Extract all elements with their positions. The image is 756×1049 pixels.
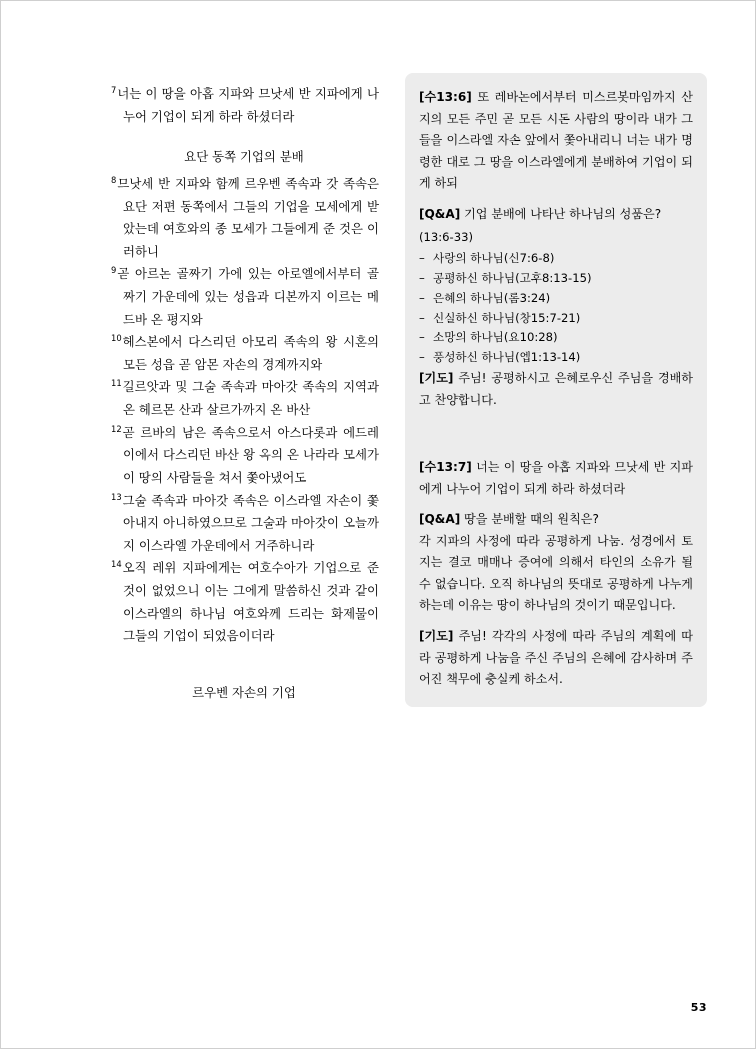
bible-verse xyxy=(109,376,379,421)
list-item-label: 풍성하신 하나님(엡1:13-14) xyxy=(433,350,581,365)
prayer-text: 주님! 각각의 사정에 따라 주님의 계획에 따라 공평하게 나눔을 주신 주님의 은혜에 감사하며 주어진 책무에 충실케 하소서. xyxy=(419,628,693,687)
list-item xyxy=(419,289,693,309)
verse-reference-tag: [수13:6] xyxy=(419,90,472,104)
commentary-note-one xyxy=(405,73,707,707)
dash-icon: – xyxy=(419,310,425,325)
list-item-label: 사랑의 하나님(신7:6-8) xyxy=(433,250,555,265)
bible-verse xyxy=(109,422,379,490)
dash-icon: – xyxy=(419,330,425,345)
list-item-label: 은혜의 하나님(롬3:24) xyxy=(433,290,551,305)
verse-quote-text: 또 레바논에서부터 미스르봇마임까지 산지의 모든 주민 곧 모든 시돈 사람의 땅이라 내가 그들을 이스라엘 자손 앞에서 쫓아내리니 너는 내가 명령한 대로 그 땅을 이스라엘에게 분배하여 기업이 되게 하되 xyxy=(419,90,693,191)
verse-quote xyxy=(419,457,693,500)
verse-text: 곧 르바의 남은 족속으로서 아스다롯과 에드레이에서 다스리던 바산 왕 옥의 온 나라라 모세가 이 땅의 사람들을 쳐서 쫓아냈어도 xyxy=(122,424,379,485)
bible-text-column xyxy=(109,83,379,704)
qa-answer: 각 지파의 사정에 따라 공평하게 나눔. 성경에서 토지는 결코 매매나 증여에 의해서 타인의 소유가 될 수 없습니다. 오직 하나님의 뜻대로 공평하게 나누게 하는데 이유는 땅이 하나님의 것이기 때문입니다. xyxy=(419,533,693,613)
verse-number: 13 xyxy=(111,491,122,502)
dash-icon: – xyxy=(419,290,425,305)
list-item xyxy=(419,309,693,329)
verse-number: 9 xyxy=(111,265,117,276)
verse-text: 므낫세 반 지파와 함께 르우벤 족속과 갓 족속은 요단 저편 동쪽에서 그들의 기업을 모세에게 받았는데 여호와의 종 모세가 그들에게 준 것은 이러하니 xyxy=(117,175,379,259)
verse-text: 헤스본에서 다스리던 아모리 족속의 왕 시혼의 모든 성읍 곧 암몬 자손의 경계까지와 xyxy=(122,334,379,372)
page-number: 53 xyxy=(690,1001,707,1014)
verse-quote-text: 너는 이 땅을 아홉 지파와 므낫세 반 지파에게 나누어 기업이 되게 하라 하셨더라 xyxy=(419,460,693,496)
bible-verse xyxy=(109,263,379,331)
qa-question xyxy=(419,204,693,226)
commentary-column xyxy=(405,73,707,707)
section-heading-bottom: 르우벤 자손의 기업 xyxy=(192,684,296,700)
list-item-label: 공평하신 하나님(고후8:13-15) xyxy=(433,270,592,285)
dash-icon: – xyxy=(419,250,425,265)
verse-number: 11 xyxy=(111,378,122,389)
verse-text: 오직 레위 지파에게는 여호수아가 기업으로 준 것이 없었으니 이는 그에게 말씀하신 것과 같이 이스라엘의 하나님 여호와께 드리는 화제물이 그들의 기업이 되었음이더라 xyxy=(122,560,379,644)
list-item xyxy=(419,348,693,368)
qa-question xyxy=(419,509,693,531)
verse-number: 8 xyxy=(111,174,117,185)
bible-verse xyxy=(109,173,379,263)
qa-question-text: 땅을 분배할 때의 원칙은? xyxy=(464,512,599,527)
verse-number: 10 xyxy=(111,333,122,344)
note-spacer xyxy=(419,411,693,457)
prayer-tag: [기도] xyxy=(419,628,454,643)
verse-quote xyxy=(419,87,693,195)
bible-verse xyxy=(109,83,379,128)
prayer-text: 주님! 공평하시고 은혜로우신 주님을 경배하고 찬양합니다. xyxy=(419,371,693,407)
verse-number: 14 xyxy=(111,559,122,570)
prayer xyxy=(419,626,693,691)
verse-text: 길르앗과 및 그술 족속과 마아갓 족속의 지역과 온 헤르몬 산과 살르가까지 온 바산 xyxy=(122,379,379,418)
verse-text: 너는 이 땅을 아홉 지파와 므낫세 반 지파에게 나누어 기업이 되게 하라 하셨더라 xyxy=(117,86,379,124)
qa-tag: [Q&A] xyxy=(419,512,461,527)
dash-icon: – xyxy=(419,350,425,365)
list-item-label: 소망의 하나님(요10:28) xyxy=(433,330,558,345)
list-item-label: 신실하신 하나님(창15:7-21) xyxy=(433,310,581,325)
list-item xyxy=(419,328,693,348)
prayer-tag: [기도] xyxy=(419,371,454,386)
attribute-list xyxy=(419,249,693,369)
bible-verse xyxy=(109,557,379,647)
list-item xyxy=(419,269,693,289)
qa-question-text: 기업 분배에 나타난 하나님의 성품은? xyxy=(464,206,662,221)
dash-icon: – xyxy=(419,270,425,285)
list-item xyxy=(419,249,693,269)
verse-number: 7 xyxy=(111,85,117,95)
verse-reference-tag: [수13:7] xyxy=(419,460,472,475)
verse-text: 그술 족속과 마아갓 족속은 이스라엘 자손이 쫓아내지 아니하였으므로 그술과 마아갓이 오늘까지 이스라엘 가운데에서 거주하니라 xyxy=(122,492,379,553)
qa-reference: (13:6-33) xyxy=(419,230,474,245)
prayer xyxy=(419,368,693,411)
bible-verse xyxy=(109,490,379,558)
verse-text: 곧 아르논 골짜기 가에 있는 아로엘에서부터 골짜기 가운데에 있는 성읍과 디본까지 이르는 메드바 온 평지와 xyxy=(117,266,379,327)
section-heading: 요단 동쪽 기업의 분배 xyxy=(184,149,304,165)
bible-verse xyxy=(109,331,379,376)
qa-tag: [Q&A] xyxy=(419,206,461,221)
verse-number: 12 xyxy=(111,423,122,434)
